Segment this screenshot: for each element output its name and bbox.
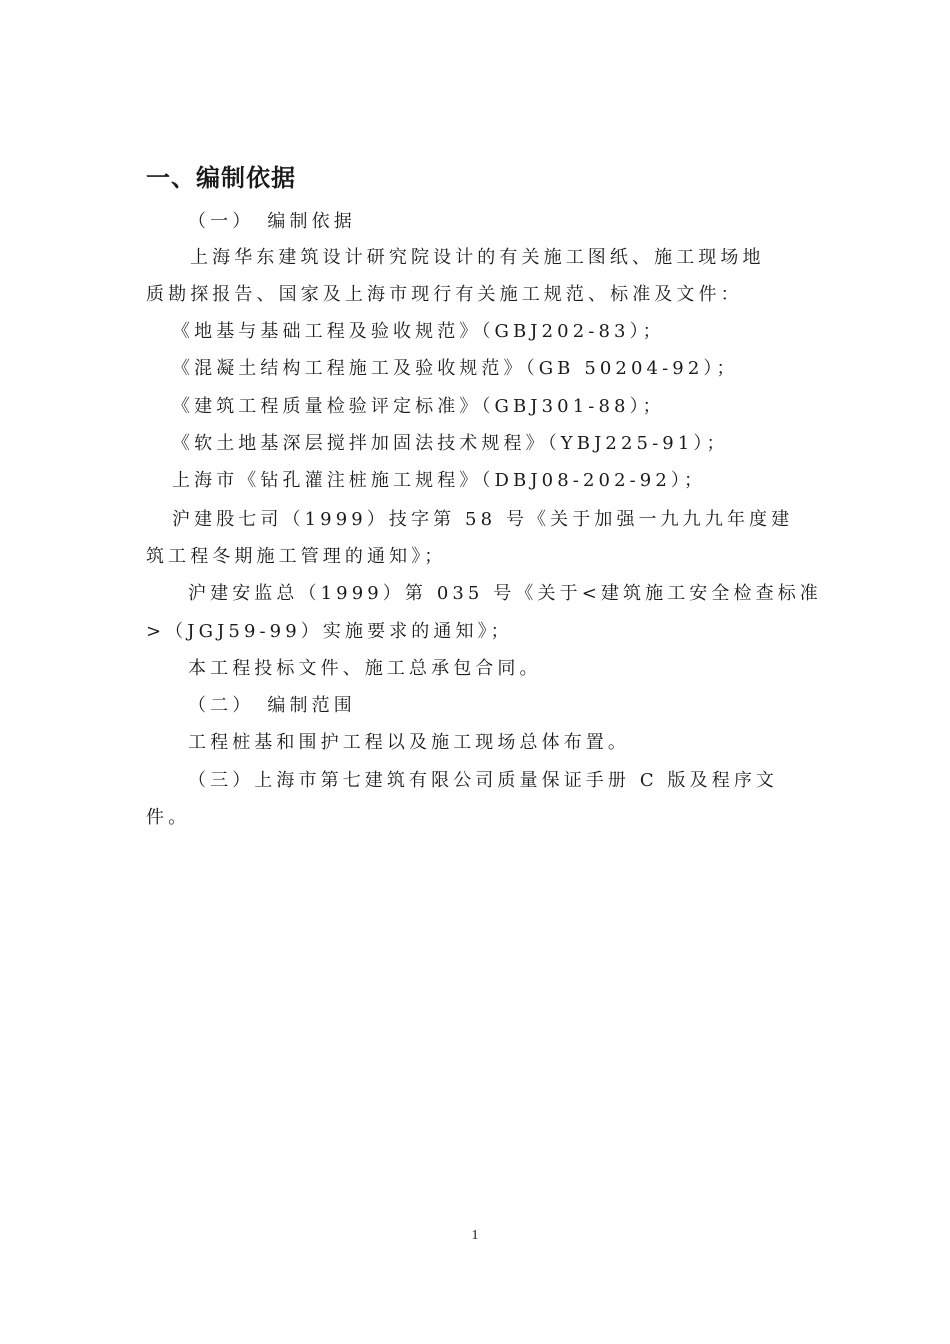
standard-item: 《地基与基础工程及验收规范》（GBJ202-83）；: [172, 321, 665, 342]
paragraph-line: 质勘探报告、国家及上海市现行有关施工规范、标准及文件：: [146, 284, 743, 305]
paragraph-line: 沪建安监总（1999）第 035 号《关于<建筑施工安全检查标准: [188, 583, 822, 604]
page-number: 1: [471, 1228, 479, 1243]
subsection-3-title: （三）上海市第七建筑有限公司质量保证手册 C 版及程序文: [188, 770, 779, 791]
standard-item: 上海市《钻孔灌注桩施工规程》（DBJ08-202-92）；: [172, 470, 707, 491]
paragraph-line: 上海华东建筑设计研究院设计的有关施工图纸、施工现场地: [190, 247, 765, 268]
subsection-2-title: （二） 编制范围: [188, 695, 356, 716]
paragraph-line: 件。: [146, 807, 191, 828]
paragraph-line: 筑工程冬期施工管理的通知》；: [146, 546, 447, 567]
subsection-1-title: （一） 编制依据: [188, 211, 356, 232]
paragraph-line: >（JGJ59-99）实施要求的通知》；: [146, 621, 513, 642]
standard-item: 《建筑工程质量检验评定标准》（GBJ301-88）；: [172, 396, 665, 417]
paragraph-line: 沪建股七司（1999）技字第 58 号《关于加强一九九九年度建: [172, 509, 794, 530]
paragraph-line: 工程桩基和围护工程以及施工现场总体布置。: [188, 732, 630, 753]
paragraph-line: 本工程投标文件、施工总承包合同。: [188, 658, 542, 679]
standard-item: 《混凝土结构工程施工及验收规范》（GB 50204-92）；: [172, 358, 739, 379]
standard-item: 《软土地基深层搅拌加固法技术规程》（YBJ225-91）；: [172, 433, 729, 454]
section-heading: 一、编制依据: [146, 164, 296, 192]
